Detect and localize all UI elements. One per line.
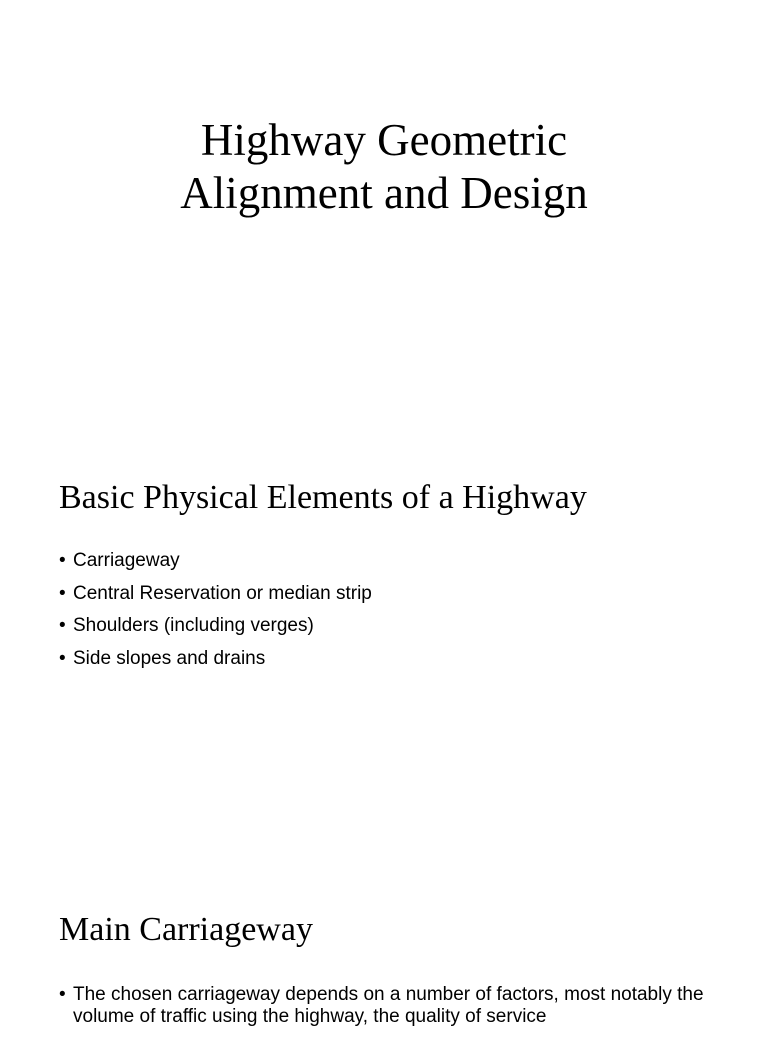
title-slide <box>0 0 768 420</box>
bullet-list <box>59 550 372 680</box>
bullet-text: • The chosen carriageway depends on a number of factors, most notably the volume of traffic using the highway, the quality of service <box>73 984 704 1027</box>
bullet-text: • Carriageway <box>73 550 180 571</box>
bullet-list <box>59 984 749 1039</box>
title-line-2: Alignment and Design <box>180 168 588 218</box>
list-item <box>59 550 372 572</box>
bullet-text: • Side slopes and drains <box>73 647 266 669</box>
list-item <box>59 583 372 605</box>
bullet-text: • Central Reservation or median strip <box>73 582 372 604</box>
main-carriageway-slide <box>0 860 768 1027</box>
page-title <box>0 114 768 220</box>
slide-heading: Basic Physical Elements of a Highway <box>59 479 587 516</box>
slide-heading: Main Carriageway <box>59 911 313 948</box>
list-item <box>59 984 749 1028</box>
title-line-1: Highway Geometric <box>200 115 568 165</box>
list-item <box>59 648 372 670</box>
list-item <box>59 615 372 637</box>
bullet-text: • Shoulders (including verges) <box>73 615 314 636</box>
physical-elements-slide <box>0 420 768 860</box>
